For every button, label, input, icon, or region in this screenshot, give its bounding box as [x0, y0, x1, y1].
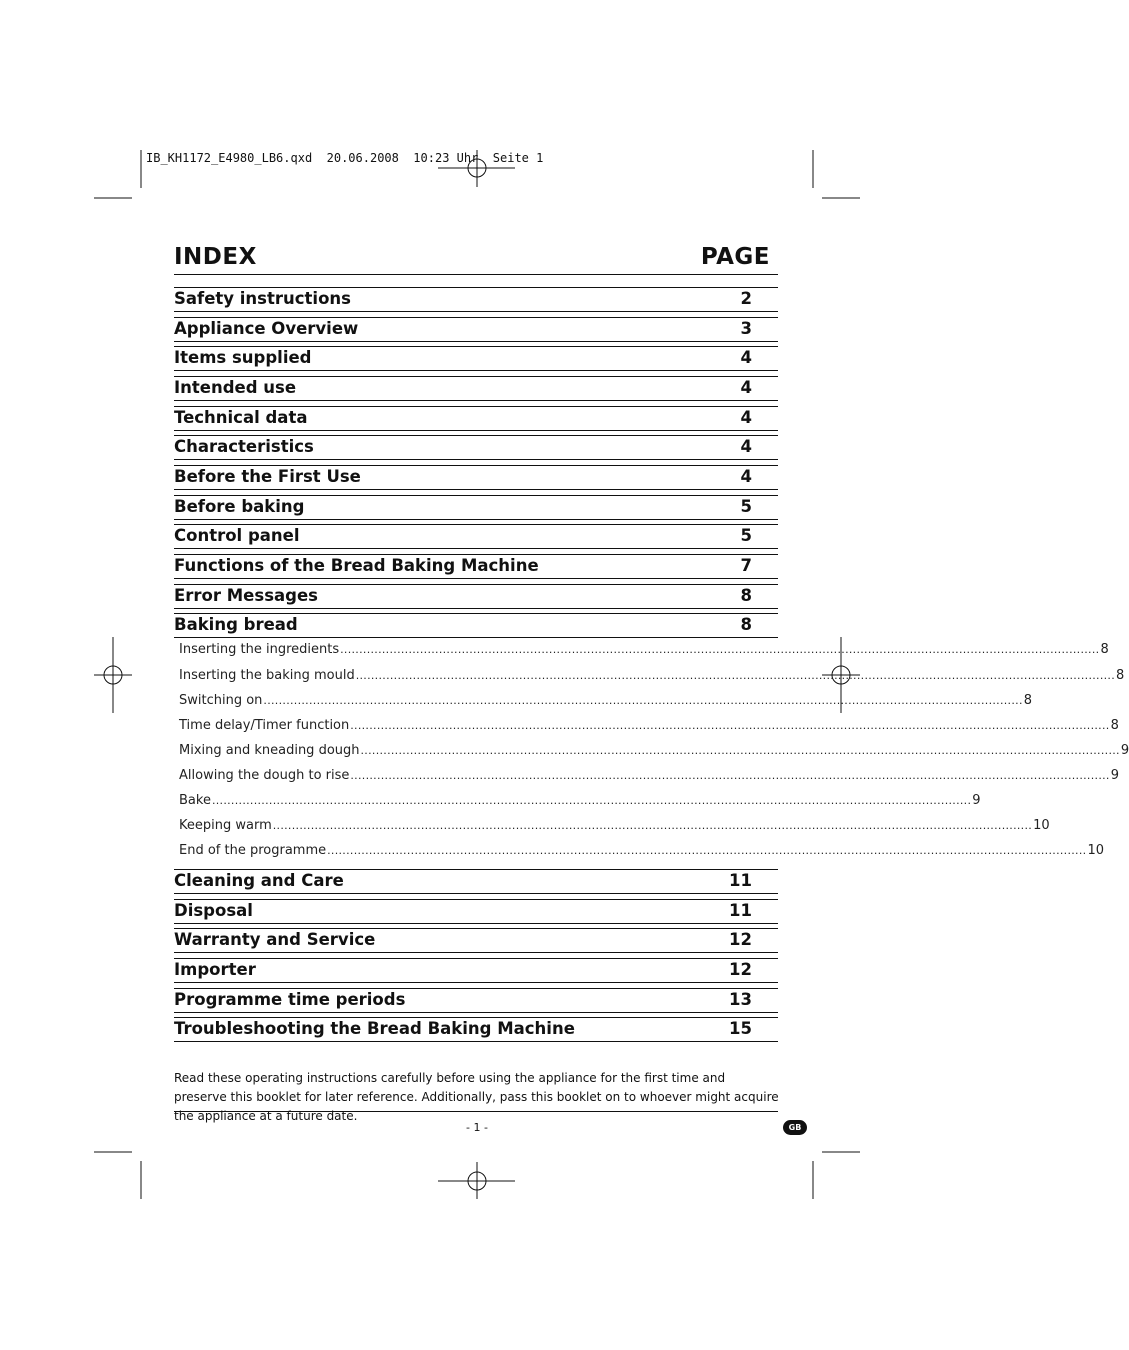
- dot-leader: ........................................................................................................................................................................................................: [360, 744, 1120, 757]
- toc-subentry: [179, 768, 1119, 786]
- toc-entry-page: 2: [740, 289, 752, 308]
- toc-subentry-page: 9: [1120, 743, 1129, 758]
- toc-entry: [174, 988, 778, 1013]
- dot-leader: ........................................................................................................................................................................................................: [211, 794, 972, 807]
- toc-entry-page: 8: [740, 615, 752, 634]
- language-badge: GB: [783, 1120, 807, 1135]
- toc-entry-page: 12: [729, 930, 752, 949]
- toc-subentry-page: 9: [972, 793, 981, 808]
- toc-entry-page: 12: [729, 960, 752, 979]
- toc-entry: [174, 346, 778, 371]
- toc-entry: [174, 524, 778, 549]
- toc-subentry-title: Inserting the baking mould: [179, 668, 355, 683]
- footer-rule: [174, 1111, 778, 1112]
- toc-entry-page: 4: [740, 378, 752, 397]
- toc-entry-page: 4: [740, 437, 752, 456]
- toc-entry-page: 3: [740, 319, 752, 338]
- toc-entry-title: Error Messages: [174, 586, 318, 605]
- toc-entry-page: 4: [740, 408, 752, 427]
- toc-subentry-page: 8: [1110, 718, 1119, 733]
- toc-entry: [174, 1017, 778, 1042]
- toc-entry-title: Characteristics: [174, 437, 314, 456]
- toc-entry: [174, 287, 778, 312]
- page-column-title: PAGE: [700, 244, 770, 270]
- toc-entry-page: 11: [729, 901, 752, 920]
- toc-entry-title: Technical data: [174, 408, 308, 427]
- toc-subentry-page: 8: [1100, 642, 1109, 657]
- toc-entry-title: Cleaning and Care: [174, 871, 344, 890]
- dot-leader: ........................................................................................................................................................................................................: [355, 669, 1116, 682]
- toc-entry-page: 8: [740, 586, 752, 605]
- toc-entry: [174, 376, 778, 401]
- toc-subentry-page: 10: [1087, 843, 1104, 858]
- toc-entry-title: Troubleshooting the Bread Baking Machine: [174, 1019, 575, 1038]
- file-slug: IB_KH1172_E4980_LB6.qxd 20.06.2008 10:23 Uhr Seite 1: [146, 151, 544, 165]
- toc-entry-title: Functions of the Bread Baking Machine: [174, 556, 539, 575]
- toc-subentry-title: Switching on: [179, 693, 263, 708]
- toc-entry-page: 4: [740, 348, 752, 367]
- toc-entry-page: 5: [740, 497, 752, 516]
- toc-entry-title: Disposal: [174, 901, 253, 920]
- toc-subentry: [179, 793, 981, 811]
- toc-entry-title: Appliance Overview: [174, 319, 359, 338]
- toc-subentry-page: 8: [1023, 693, 1033, 708]
- toc-entry-title: Warranty and Service: [174, 930, 376, 949]
- toc-subentry-title: End of the programme: [179, 843, 327, 858]
- toc-entry: [174, 584, 778, 609]
- toc-subentry-title: Bake: [179, 793, 211, 808]
- toc-entry-title: Before the First Use: [174, 467, 361, 486]
- toc-subentry: [179, 718, 1119, 736]
- toc-entry-title: Safety instructions: [174, 289, 351, 308]
- toc-entry-title: Baking bread: [174, 615, 298, 634]
- toc-entry: [174, 554, 778, 579]
- index-title: INDEX: [174, 244, 257, 270]
- toc-subentry-page: 9: [1110, 768, 1119, 783]
- toc-entry-title: Before baking: [174, 497, 305, 516]
- toc-subentry-title: Inserting the ingredients: [179, 642, 340, 657]
- toc-subentry-title: Mixing and kneading dough: [179, 743, 360, 758]
- toc-subentry-title: Time delay/Timer function: [179, 718, 350, 733]
- dot-leader: ........................................................................................................................................................................................................: [350, 769, 1110, 782]
- toc-entry: [174, 928, 778, 953]
- toc-subentry: [179, 642, 1109, 660]
- toc-entry-title: Intended use: [174, 378, 297, 397]
- toc-entry: [174, 435, 778, 460]
- toc-subentry: [179, 668, 1125, 686]
- dot-leader: ........................................................................................................................................................................................................: [327, 844, 1087, 857]
- toc-subentry-page: 8: [1116, 668, 1125, 683]
- index-header: [174, 244, 778, 275]
- toc-subentry-title: Allowing the dough to rise: [179, 768, 350, 783]
- toc-entry: [174, 317, 778, 342]
- toc-entry-title: Programme time periods: [174, 990, 406, 1009]
- toc-entry-page: 11: [729, 871, 752, 890]
- toc-subentry: [179, 743, 1129, 761]
- dot-leader: ........................................................................................................................................................................................................: [340, 643, 1100, 656]
- toc-subentry: [179, 693, 1033, 711]
- toc-entry-page: 15: [729, 1019, 752, 1038]
- instructions-note: Read these operating instructions carefully before using the appliance for the first time and preserve this booklet for later reference. Additionally, pass this booklet on to whoever might acquire the appliance at a future date.: [174, 1071, 779, 1123]
- toc-entry-title: Importer: [174, 960, 256, 979]
- dot-leader: ........................................................................................................................................................................................................: [272, 819, 1033, 832]
- toc-entry-page: 4: [740, 467, 752, 486]
- toc-entry: [174, 613, 778, 638]
- dot-leader: ........................................................................................................................................................................................................: [263, 694, 1023, 707]
- toc-subentry: [179, 818, 1050, 836]
- toc-entry-page: 7: [740, 556, 752, 575]
- toc-subentry: [179, 843, 1104, 861]
- toc-entry: [174, 495, 778, 520]
- toc-entry-title: Control panel: [174, 526, 300, 545]
- toc-entry: [174, 406, 778, 431]
- toc-entry-page: 13: [729, 990, 752, 1009]
- toc-entry: [174, 899, 778, 924]
- dot-leader: ........................................................................................................................................................................................................: [350, 719, 1110, 732]
- toc-entry: [174, 465, 778, 490]
- toc-subentry-page: 10: [1033, 818, 1050, 833]
- toc-subentry-title: Keeping warm: [179, 818, 272, 833]
- toc-entry: [174, 958, 778, 983]
- page-number: - 1 -: [466, 1121, 488, 1134]
- toc-entry-title: Items supplied: [174, 348, 312, 367]
- toc-entry-page: 5: [740, 526, 752, 545]
- toc-entry: [174, 869, 778, 894]
